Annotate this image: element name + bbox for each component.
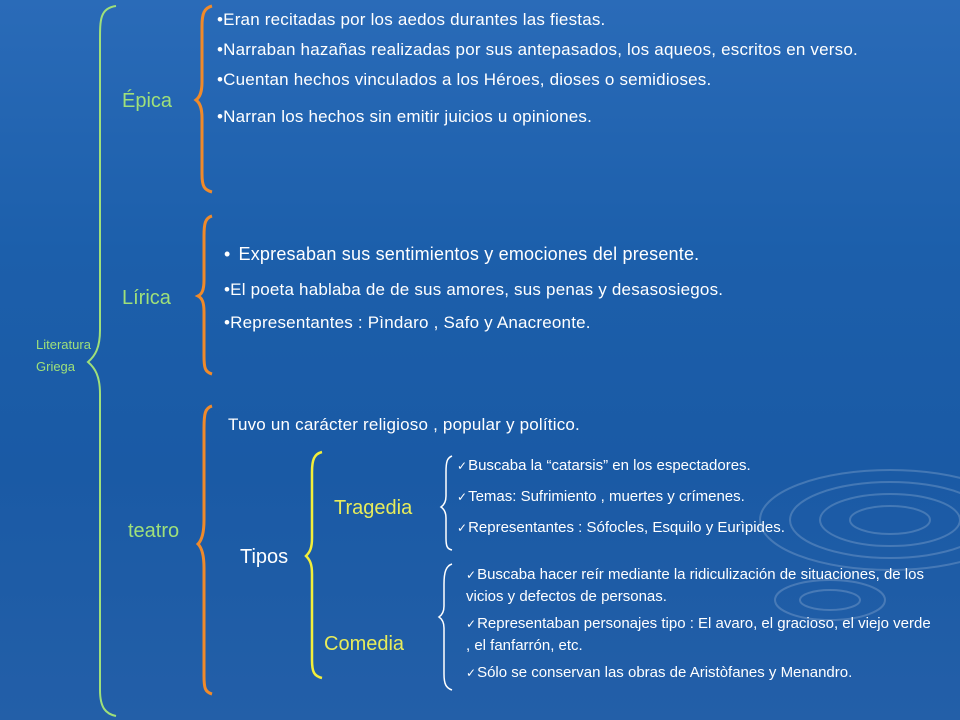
tragedia-item-3: ✓ Representantes : Sófocles, Esquilo y Eurìpides. [457, 517, 927, 539]
epica-item-2: • Narraban hazañas realizadas por sus antepasados, los aqueos, escritos en verso. [217, 38, 937, 61]
root-label [36, 334, 91, 378]
lirica-item-3: • Representantes : Pìndaro , Safo y Anacreonte. [224, 311, 944, 334]
tipos-brace [306, 452, 322, 678]
comedia-item-1: ✓ Buscaba hacer reír mediante la ridiculización de situaciones, de los vicios y defectos de personas. [466, 564, 936, 607]
epica-item-4: • Narran los hechos sin emitir juicios u opiniones. [217, 105, 937, 128]
root-label-line2: Griega [36, 359, 76, 374]
epica-heading: Épica [122, 90, 173, 112]
epica-list [217, 8, 937, 128]
teatro-brace [198, 406, 212, 694]
comedia-item-2: ✓ Representaban personajes tipo : El avaro, el gracioso, el viejo verde , el fanfarrón, etc. [466, 613, 936, 656]
root-label-line1: Literatura [36, 337, 91, 352]
comedia-heading: Comedia [324, 633, 405, 655]
teatro-heading: teatro [128, 520, 180, 542]
comedia-item-3: ✓ Sólo se conservan las obras de Aristòfanes y Menandro. [466, 662, 936, 684]
epica-item-1: • Eran recitadas por los aedos durantes las fiestas. [217, 8, 937, 31]
tragedia-item-2: ✓ Temas: Sufrimiento , muertes y crímenes. [457, 486, 927, 508]
comedia-list [466, 564, 936, 684]
tragedia-heading: Tragedia [334, 497, 413, 519]
lirica-brace [198, 216, 212, 374]
comedia-brace [439, 564, 452, 690]
lirica-list [224, 243, 944, 334]
teatro-intro: Tuvo un carácter religioso , popular y político. [228, 415, 580, 434]
lirica-heading: Lírica [122, 287, 171, 309]
root-brace [88, 6, 116, 716]
lirica-item-1: • Expresaban sus sentimientos y emociones del presente. [224, 243, 944, 266]
tragedia-brace [441, 456, 452, 550]
epica-brace [196, 6, 212, 192]
tragedia-item-1: ✓ Buscaba la “catarsis” en los espectadores. [457, 455, 927, 477]
epica-item-3: • Cuentan hechos vinculados a los Héroes, dioses o semidioses. [217, 68, 937, 91]
lirica-item-2: • El poeta hablaba de de sus amores, sus penas y desasosiegos. [224, 278, 944, 301]
tipos-label: Tipos [240, 546, 289, 568]
tragedia-list [457, 455, 927, 539]
